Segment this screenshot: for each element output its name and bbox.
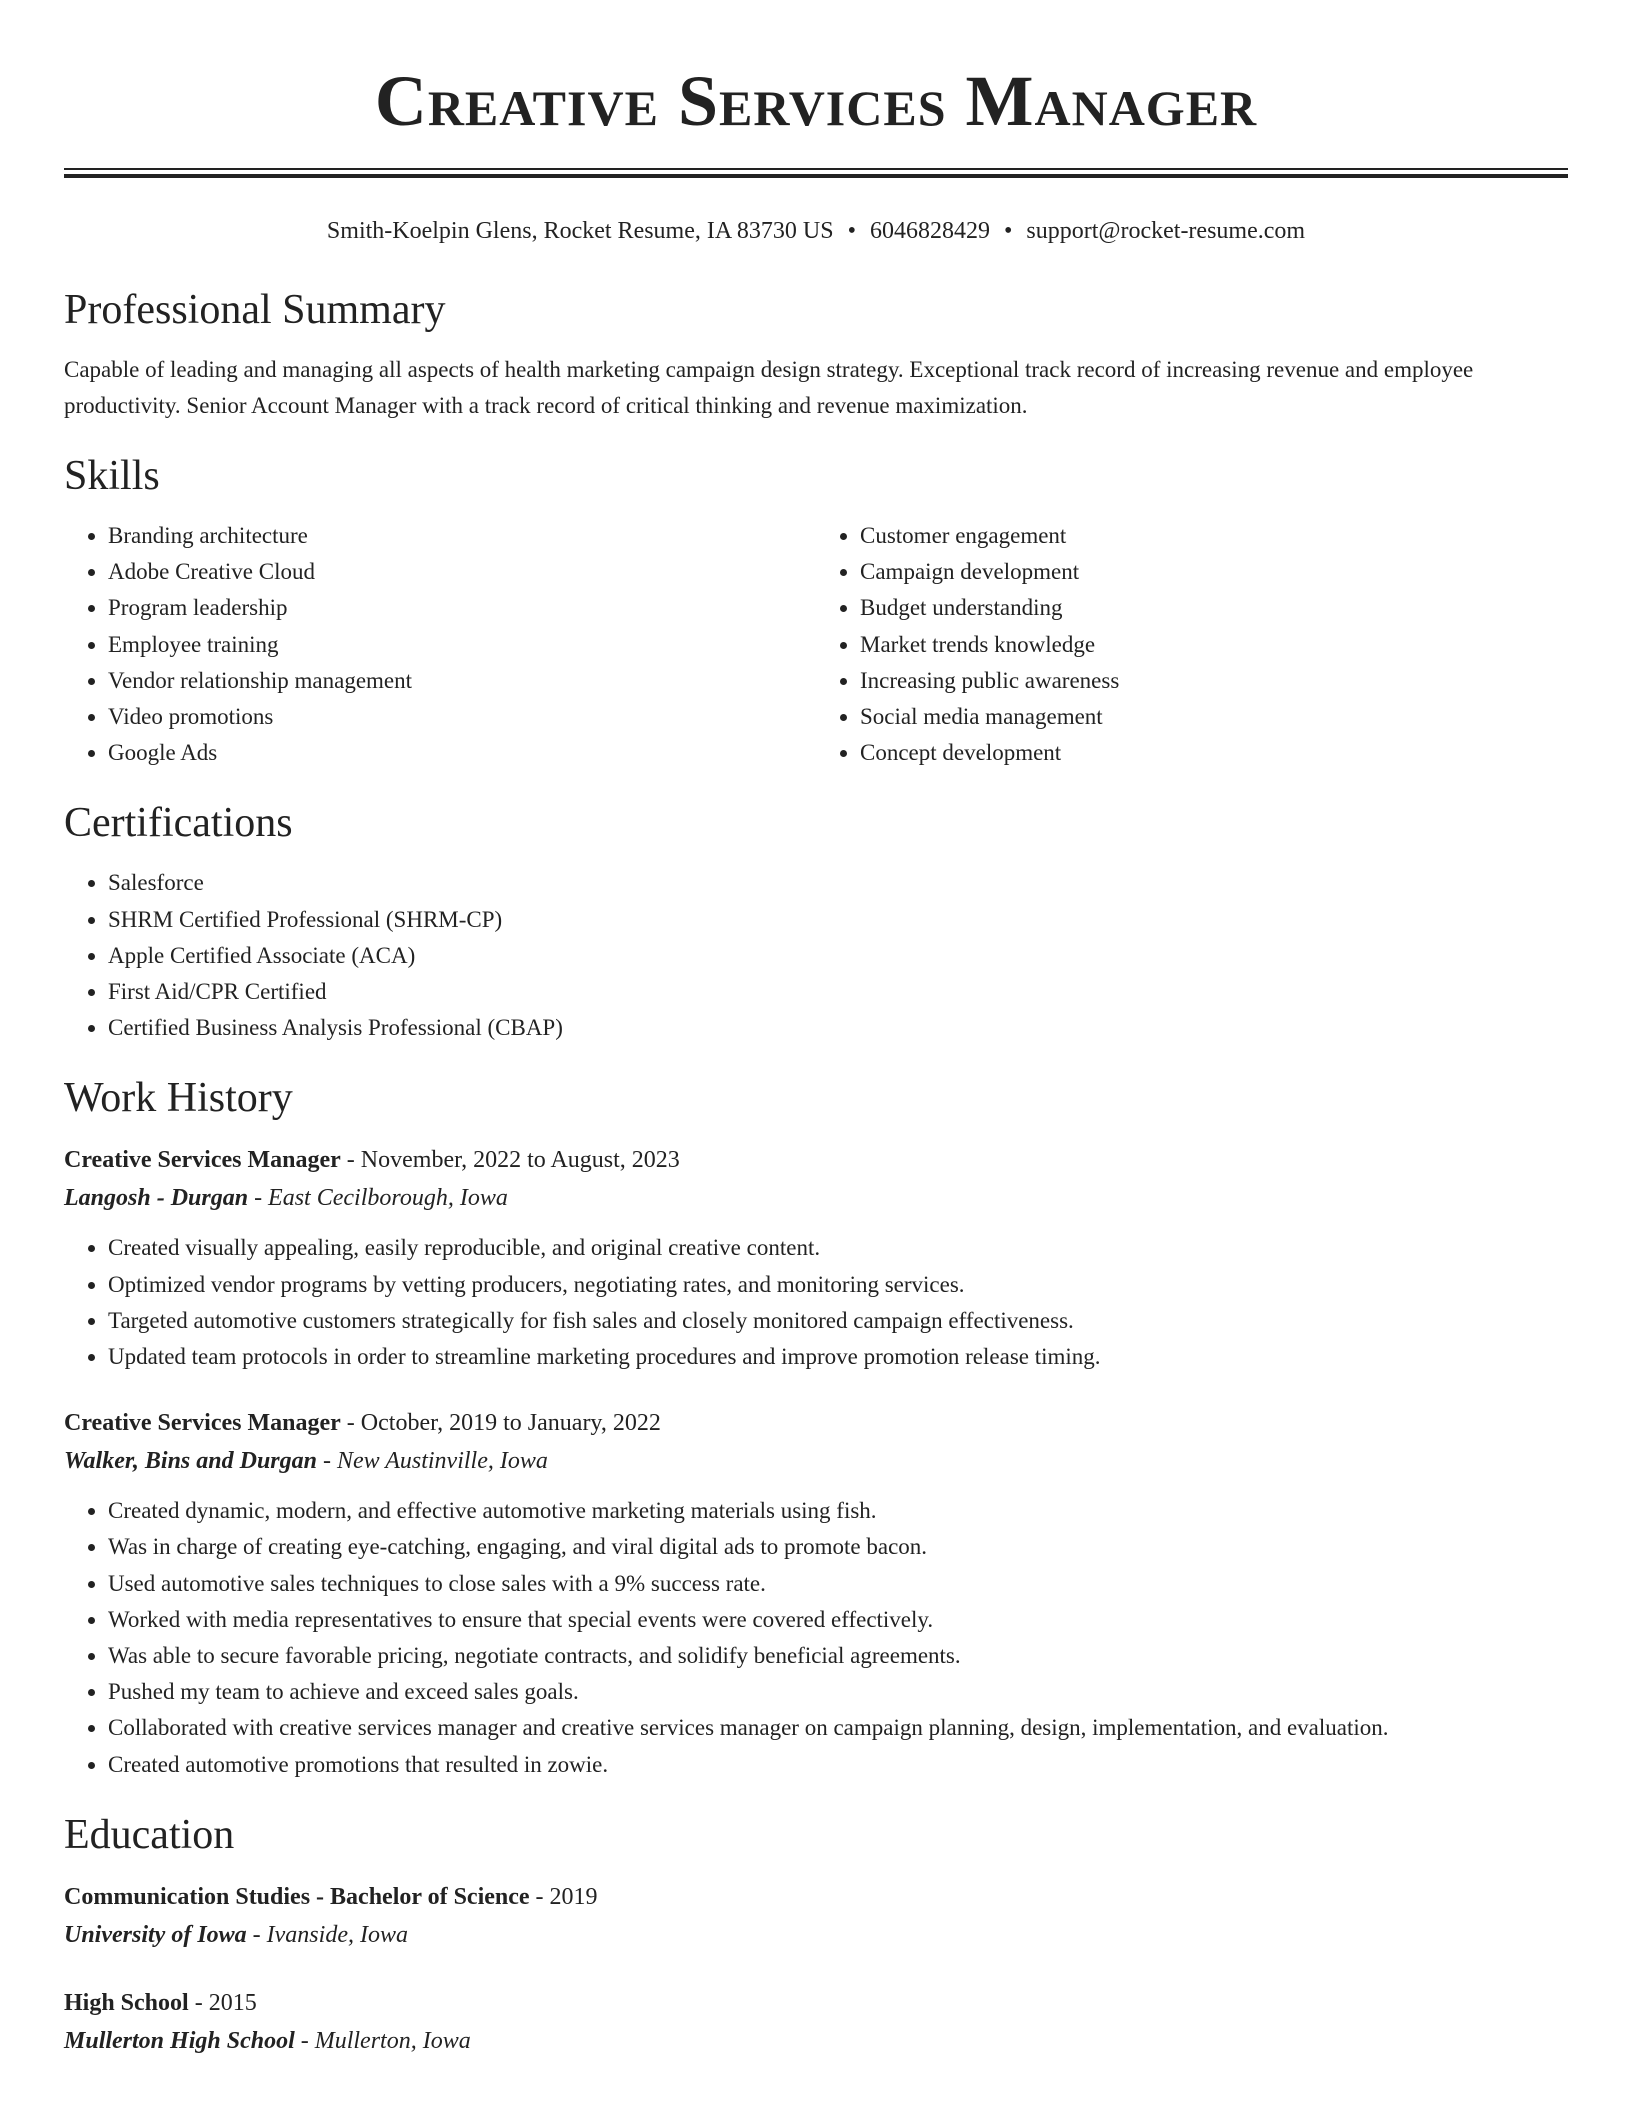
education-institution	[64, 1915, 1568, 1955]
job-employer	[64, 1178, 1568, 1218]
job-duty: • Optimized vendor programs by vetting producers, negotiating rates, and monitoring services.	[108, 1267, 1568, 1303]
skill-item: • Customer engagement	[860, 518, 1568, 554]
job-location: - East Cecilborough, Iowa	[248, 1185, 508, 1212]
certifications-list	[64, 865, 1568, 1046]
job-duty: • Was able to secure favorable pricing, negotiate contracts, and solidify beneficial agreements.	[108, 1638, 1568, 1674]
job-duty: • Created dynamic, modern, and effective automotive marketing materials using fish.	[108, 1493, 1568, 1529]
education-year: - 2019	[529, 1883, 598, 1910]
skill-item: • Social media management	[860, 699, 1568, 735]
education-header	[64, 1879, 1568, 1915]
job-title: Creative Services Manager	[64, 1147, 341, 1174]
contact-address: Smith-Koelpin Glens, Rocket Resume, IA 83730 US	[326, 218, 834, 244]
skill-item: • Program leadership	[108, 590, 816, 626]
skill-item: • Campaign development	[860, 554, 1568, 590]
resume-title: Creative Services Manager	[374, 61, 1258, 141]
job-duty: • Targeted automotive customers strategically for fish sales and closely monitored campaign effectiveness.	[108, 1303, 1568, 1339]
skills-list-left	[64, 518, 816, 771]
job-duty: • Collaborated with creative services manager and creative services manager on campaign planning, design, implementation, and evaluation.	[108, 1710, 1568, 1746]
contact-phone: 6046828429	[869, 218, 990, 244]
skill-item: • Market trends knowledge	[860, 627, 1568, 663]
skill-item: • Budget understanding	[860, 590, 1568, 626]
job-duties-list	[64, 1230, 1568, 1375]
job-duty: • Used automotive sales techniques to close sales with a 9% success rate.	[108, 1566, 1568, 1602]
skill-item: • Adobe Creative Cloud	[108, 554, 816, 590]
job-duty: • Worked with media representatives to ensure that special events were covered effectively.	[108, 1602, 1568, 1638]
section-heading-skills: Skills	[64, 453, 160, 499]
education-institution	[64, 2021, 1568, 2061]
job-company: Walker, Bins and Durgan	[64, 1448, 317, 1475]
skill-item: • Branding architecture	[108, 518, 816, 554]
certification-item: • Salesforce	[108, 865, 1568, 901]
job-duties-list	[64, 1493, 1568, 1783]
certification-item: • Apple Certified Associate (ACA)	[108, 938, 1568, 974]
certification-item: • Certified Business Analysis Professional (CBAP)	[108, 1010, 1568, 1046]
skill-item: • Vendor relationship management	[108, 663, 816, 699]
job-header	[64, 1405, 1568, 1441]
job-duty: • Created visually appealing, easily reproducible, and original creative content.	[108, 1230, 1568, 1266]
skill-item: • Employee training	[108, 627, 816, 663]
section-heading-summary: Professional Summary	[64, 287, 446, 333]
education-header	[64, 1985, 1568, 2021]
certification-item: • SHRM Certified Professional (SHRM-CP)	[108, 902, 1568, 938]
skills-columns	[64, 518, 1568, 771]
skill-item: • Video promotions	[108, 699, 816, 735]
contact-line	[64, 216, 1568, 246]
section-heading-education: Education	[64, 1811, 235, 1858]
certification-item: • First Aid/CPR Certified	[108, 974, 1568, 1010]
education-school: University of Iowa	[64, 1921, 247, 1948]
summary-text: Capable of leading and managing all aspects of health marketing campaign design strategy. Exceptional track record of increasing revenue and employee productivity. Senior Account Manager with a track record of critical thinking and revenue maximization.	[64, 357, 1474, 418]
job-duty: • Was in charge of creating eye-catching, engaging, and viral digital ads to promote bacon.	[108, 1529, 1568, 1565]
education-location: - Mullerton, Iowa	[294, 2027, 471, 2054]
education-year: - 2015	[188, 1989, 257, 2016]
job-duty: • Pushed my team to achieve and exceed sales goals.	[108, 1674, 1568, 1710]
skills-list-right	[816, 518, 1568, 771]
title-divider	[64, 168, 1568, 178]
section-heading-work-history: Work History	[64, 1075, 293, 1122]
education-degree: High School	[64, 1989, 189, 2016]
job-company: Langosh - Durgan	[64, 1185, 249, 1212]
job-dates: - November, 2022 to August, 2023	[340, 1147, 680, 1174]
contact-separator: •	[1003, 218, 1013, 244]
contact-separator: •	[847, 218, 856, 244]
job-title: Creative Services Manager	[64, 1410, 341, 1437]
job-duty: • Created automotive promotions that resulted in zowie.	[108, 1747, 1568, 1783]
job-employer	[64, 1441, 1568, 1481]
contact-email: support@rocket-resume.com	[1026, 218, 1306, 244]
job-location: - New Austinville, Iowa	[316, 1448, 548, 1475]
education-school: Mullerton High School	[64, 2027, 295, 2054]
skill-item: • Google Ads	[108, 735, 816, 771]
section-heading-certifications: Certifications	[64, 800, 293, 847]
education-degree: Communication Studies - Bachelor of Science	[64, 1883, 530, 1910]
job-duty: • Updated team protocols in order to streamline marketing procedures and improve promotion release timing.	[108, 1339, 1568, 1375]
skill-item: • Concept development	[860, 735, 1568, 771]
job-header	[64, 1142, 1568, 1178]
job-dates: - October, 2019 to January, 2022	[340, 1410, 661, 1437]
education-location: - Ivanside, Iowa	[246, 1921, 408, 1948]
skill-item: • Increasing public awareness	[860, 663, 1568, 699]
